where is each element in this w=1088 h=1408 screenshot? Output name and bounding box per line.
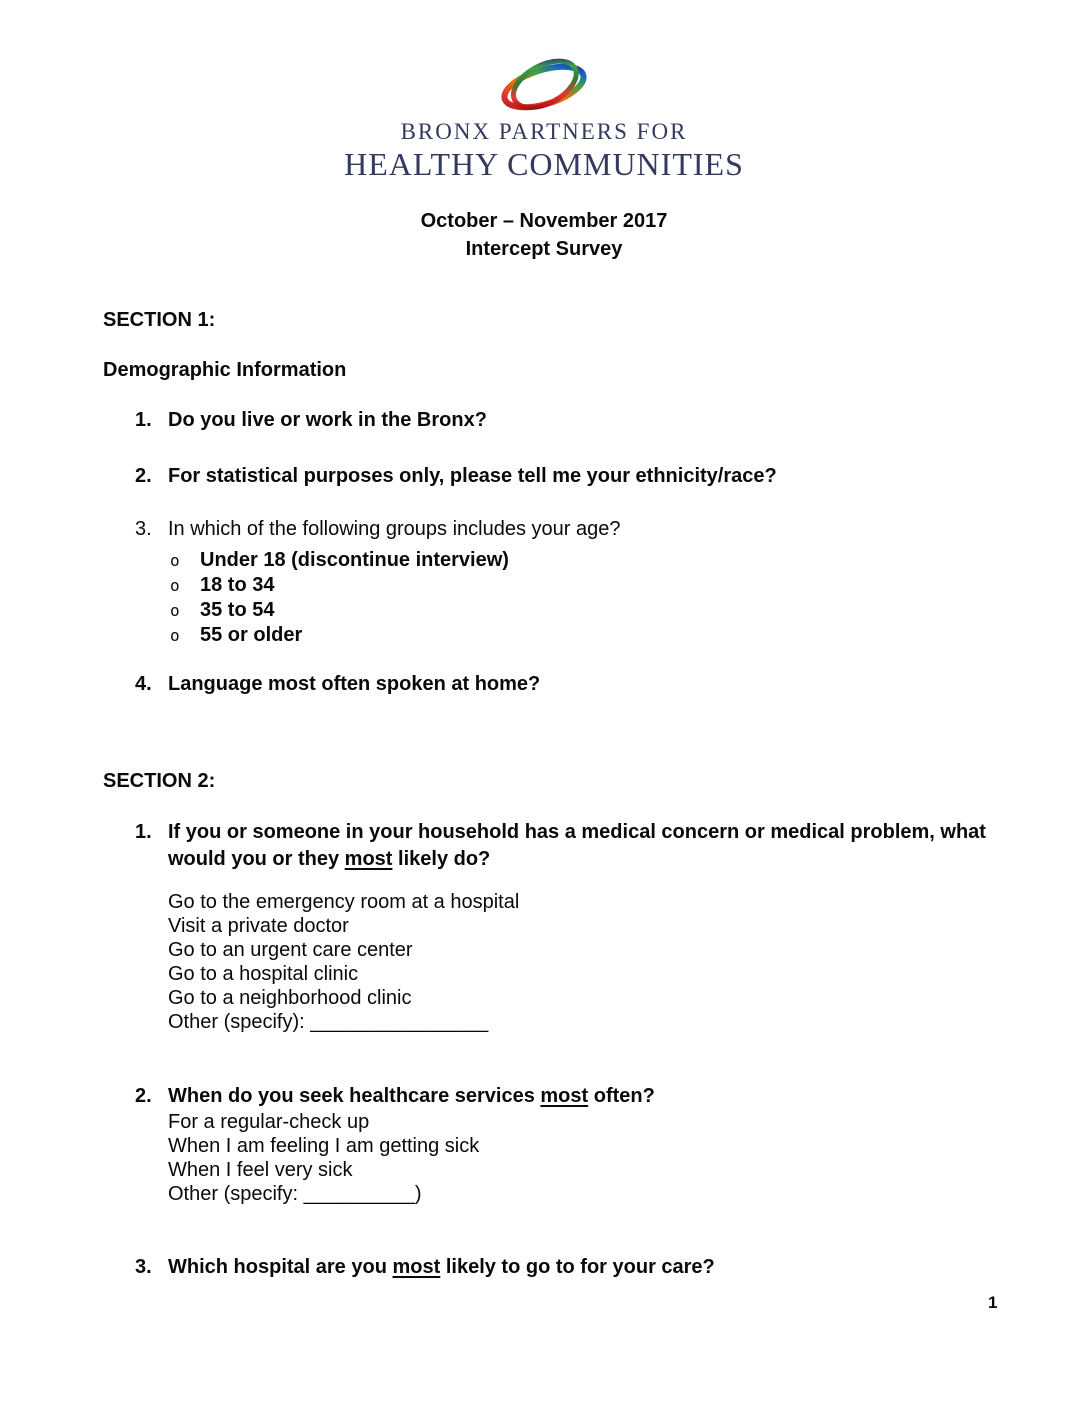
question-text: Do you live or work in the Bronx?: [168, 409, 487, 431]
option-label-with-blank: Other (specify): ________________: [168, 1011, 489, 1033]
question-text: [168, 1083, 998, 1110]
question-text: Language most often spoken at home?: [168, 673, 541, 695]
option-label: 35 to 54: [200, 599, 275, 621]
option-label: Under 18 (discontinue interview): [200, 549, 509, 571]
circle-bullet-icon: o: [170, 551, 180, 570]
circle-bullet-icon: o: [170, 601, 180, 620]
question-text-after: likely do?: [392, 848, 491, 870]
option-label: 18 to 34: [200, 574, 275, 596]
question-text: For statistical purposes only, please tell me your ethnicity/race?: [168, 465, 777, 487]
question-text-after: likely to go to for your care?: [440, 1256, 715, 1278]
option-label: Go to a neighborhood clinic: [168, 987, 412, 1009]
s1-question-3: [103, 516, 1028, 543]
option-label-with-blank: Other (specify: __________): [168, 1183, 422, 1205]
question-number: 1.: [135, 409, 152, 431]
option-label: When I am feeling I am getting sick: [168, 1135, 480, 1157]
circle-bullet-icon: o: [170, 576, 180, 595]
circle-bullet-icon: o: [170, 626, 180, 645]
org-name-line2: HEALTHY COMMUNITIES: [344, 146, 744, 182]
option-label: Go to the emergency room at a hospital: [168, 891, 520, 913]
question-text-before: If you or someone in your household has a medical concern or medical problem, what would you or they: [168, 821, 986, 870]
s1-question-2: [103, 463, 1028, 490]
s2-q2-options: [103, 1110, 1028, 1206]
s2-question-2: [103, 1083, 1028, 1110]
s1-question-1: [103, 407, 1028, 434]
s2-question-1: [103, 819, 1028, 873]
option-label: 55 or older: [200, 624, 303, 646]
org-name-line1: BRONX PARTNERS FOR: [400, 119, 688, 144]
section1-heading: SECTION 1:: [103, 309, 216, 331]
question-number: 1.: [135, 821, 152, 843]
s1-question-4: [103, 671, 1028, 698]
question-text: [168, 819, 998, 873]
doc-title-date: October – November 2017: [420, 210, 668, 232]
document-title: [0, 207, 1088, 263]
question-text-underlined: most: [540, 1085, 589, 1107]
s1-q3-options: [103, 548, 1028, 648]
option-row: [170, 623, 1028, 648]
section2-heading: SECTION 2:: [103, 770, 216, 792]
question-text-underlined: most: [344, 848, 393, 870]
option-row: [170, 548, 1028, 573]
question-number: 3.: [135, 518, 152, 540]
question-number: 4.: [135, 673, 152, 695]
question-number: 3.: [135, 1256, 152, 1278]
question-number: 2.: [135, 1085, 152, 1107]
option-label: Go to a hospital clinic: [168, 963, 359, 985]
option-label: When I feel very sick: [168, 1159, 353, 1181]
question-text-after: often?: [588, 1085, 655, 1107]
option-row: [170, 573, 1028, 598]
question-text: In which of the following groups includes your age?: [168, 518, 621, 540]
s2-q1-options: [103, 890, 1028, 1034]
question-text-underlined: most: [392, 1256, 441, 1278]
s2-question-3: [103, 1254, 1028, 1281]
question-text-before: When do you seek healthcare services: [168, 1085, 541, 1107]
bphc-swirl-logo-icon: [490, 56, 598, 116]
section1-subheading: Demographic Information: [103, 359, 347, 381]
option-label: For a regular-check up: [168, 1111, 370, 1133]
document-body: [0, 309, 1088, 1281]
doc-title-name: Intercept Survey: [465, 238, 623, 260]
question-number: 2.: [135, 465, 152, 487]
option-row: [170, 598, 1028, 623]
page-header: [0, 0, 1088, 263]
option-label: Go to an urgent care center: [168, 939, 413, 961]
question-text: [168, 1254, 998, 1281]
question-text-before: Which hospital are you: [168, 1256, 393, 1278]
option-label: Visit a private doctor: [168, 915, 349, 937]
page-number: 1: [988, 1293, 998, 1312]
